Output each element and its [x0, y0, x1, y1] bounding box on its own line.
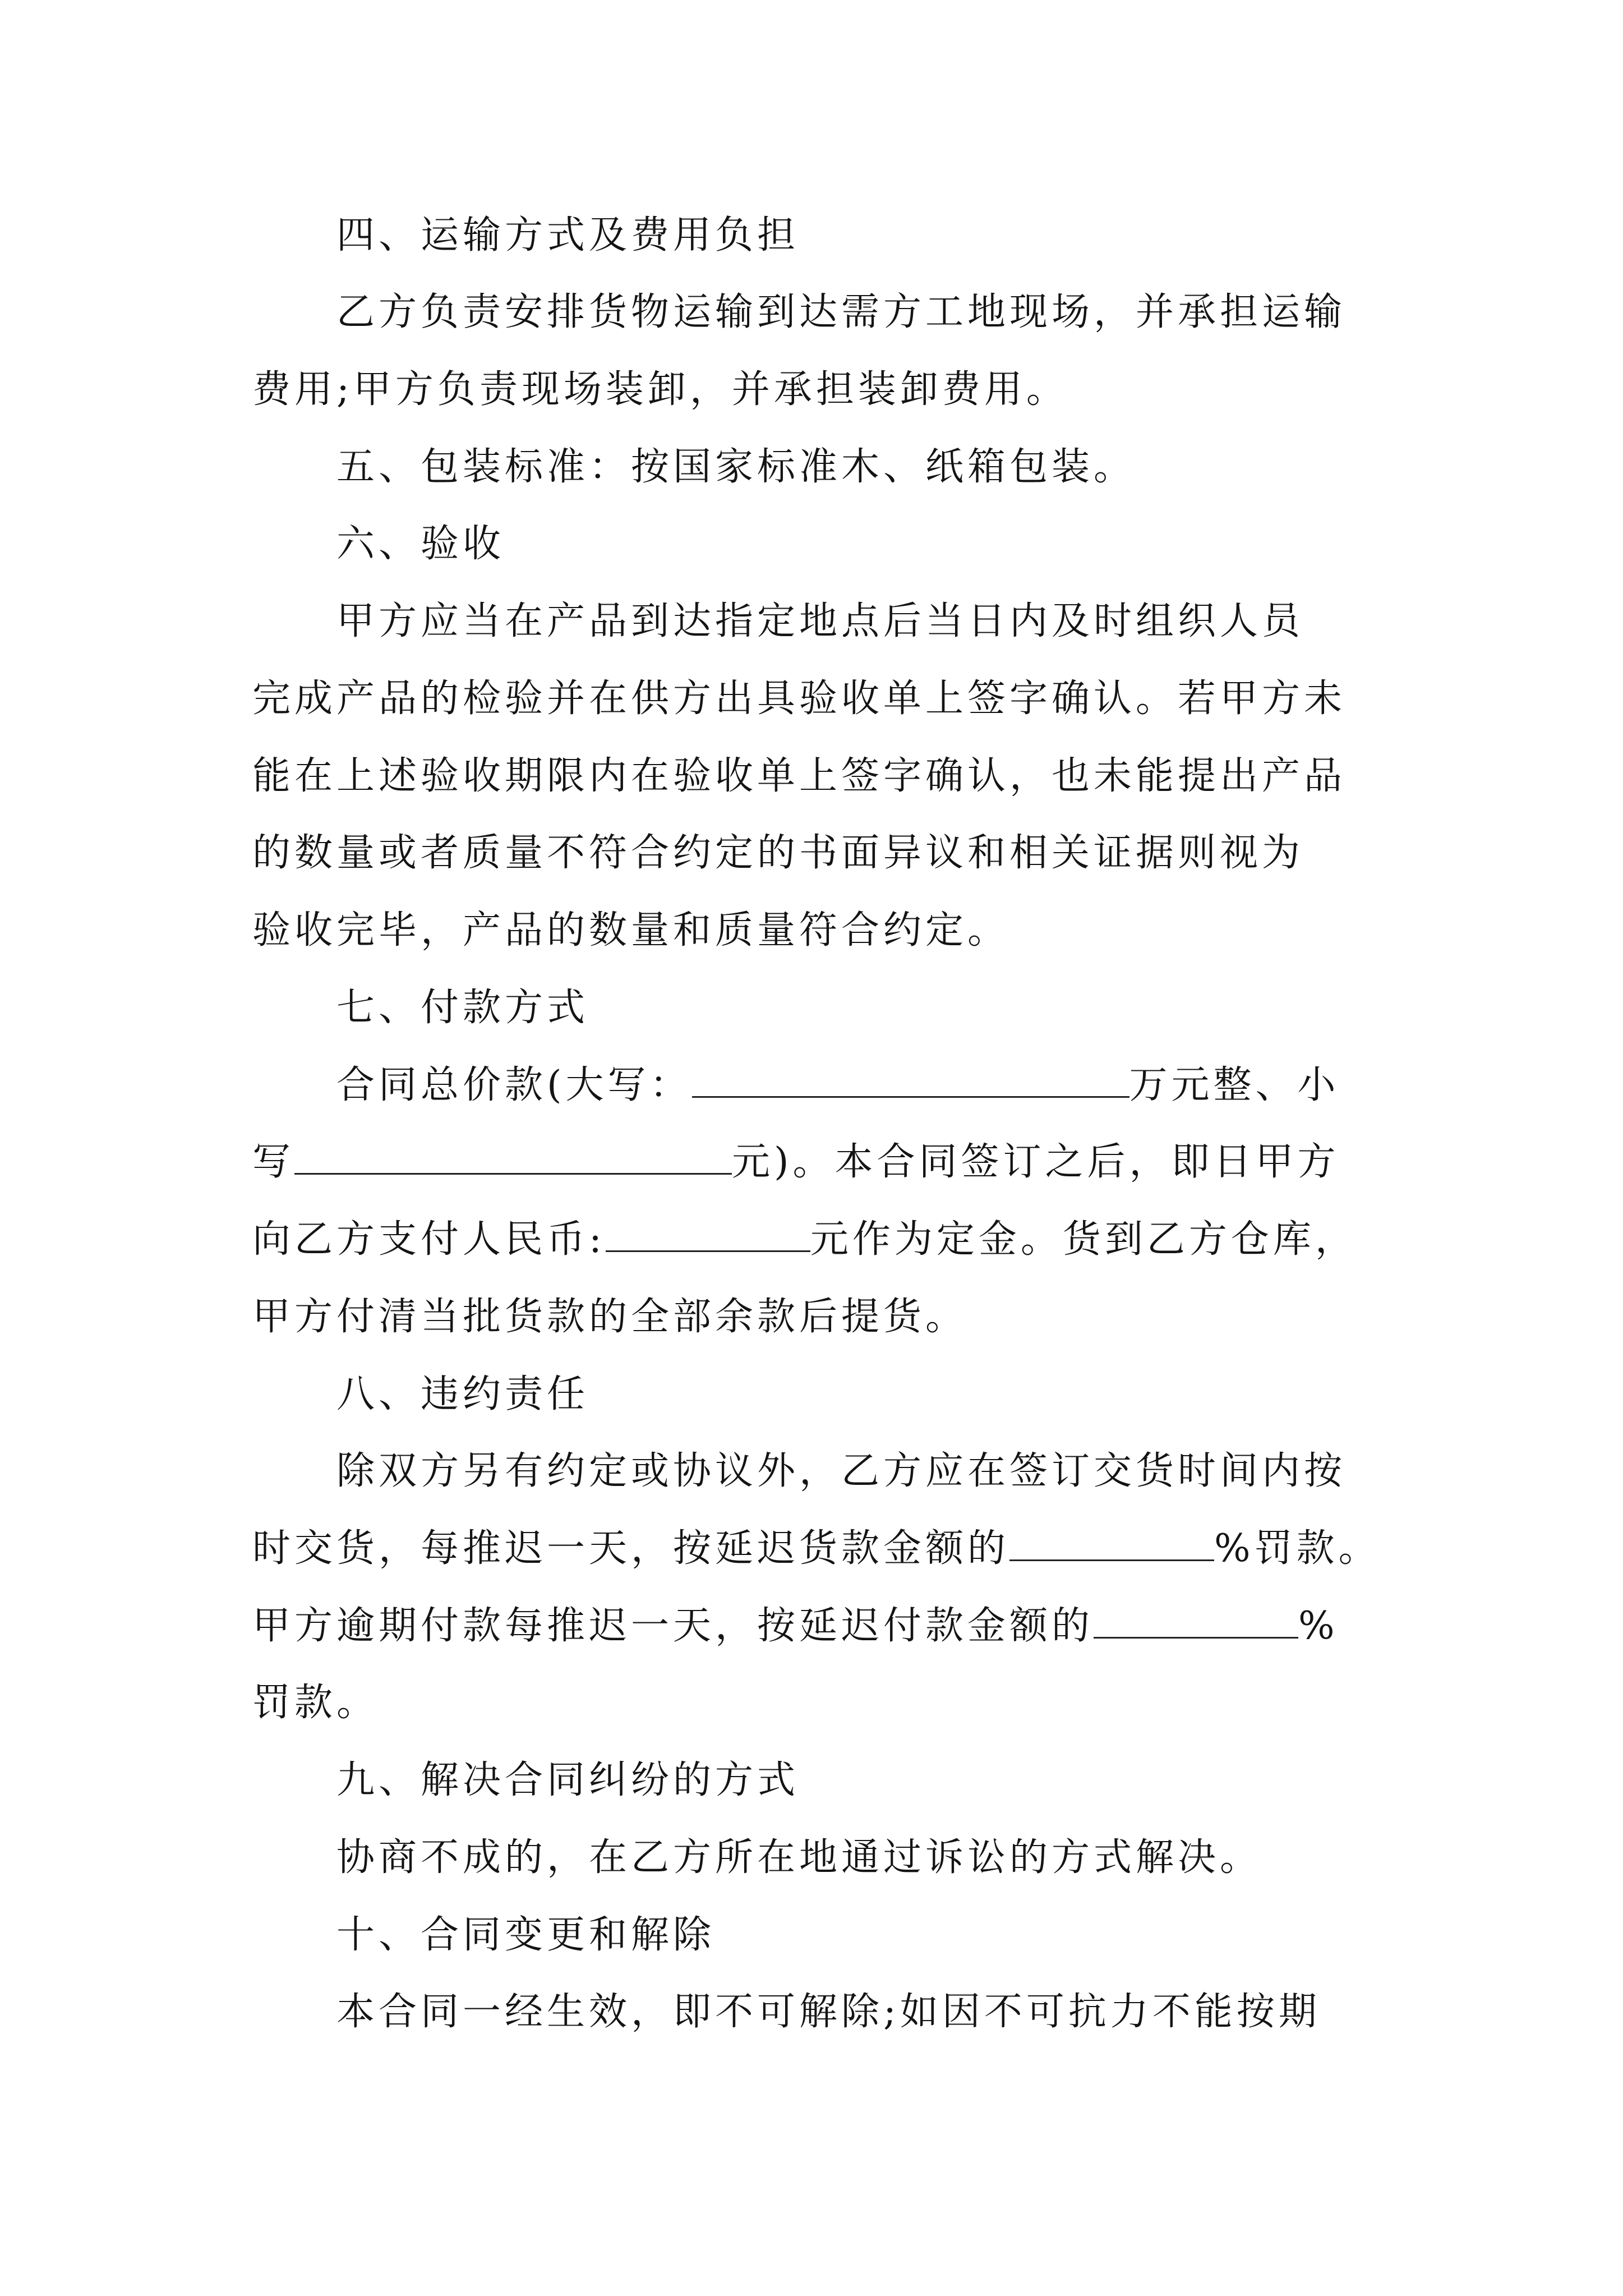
paragraph-line: 费用;甲方负责现场装卸，并承担装卸费用。 [252, 367, 1068, 412]
paragraph-line: 除双方另有约定或协议外，乙方应在签订交货时间内按 [336, 1449, 1347, 1493]
paragraph-line [252, 1214, 1380, 1265]
late-payment-penalty-blank [1094, 1603, 1298, 1639]
text-segment: 向乙方支付人民币: [252, 1217, 606, 1262]
paragraph-line: 能在上述验收期限内在验收单上签字确认，也未能提出产品 [252, 754, 1347, 798]
paragraph-line: 甲方付清当批货款的全部余款后提货。 [252, 1295, 968, 1339]
paragraph-line [336, 1060, 1380, 1111]
section-5-heading: 五、包装标准：按国家标准木、纸箱包装。 [336, 445, 1136, 489]
text-segment: 万元整、小 [1129, 1063, 1340, 1107]
text-segment: 元作为定金。货到乙方仓库， [810, 1217, 1357, 1262]
text-segment: 元)。本合同签订之后，即日甲方 [732, 1140, 1340, 1184]
total-price-uppercase-blank [692, 1062, 1129, 1098]
paragraph-line: 验收完毕，产品的数量和质量符合约定。 [252, 908, 1010, 953]
text-segment: % [1298, 1604, 1339, 1648]
section-6-heading: 六、验收 [336, 522, 505, 566]
paragraph-line: 罚款。 [252, 1681, 379, 1725]
paragraph-line: 完成产品的检验并在供方出具验收单上签字确认。若甲方未 [252, 677, 1347, 721]
text-segment: 合同总价款(大写： [336, 1063, 692, 1107]
paragraph-line: 乙方负责安排货物运输到达需方工地现场，并承担运输 [336, 290, 1347, 334]
section-9-heading: 九、解决合同纠纷的方式 [336, 1758, 800, 1802]
section-10-heading: 十、合同变更和解除 [336, 1913, 716, 1957]
paragraph-line: 的数量或者质量不符合约定的书面异议和相关证据则视为 [252, 831, 1304, 875]
paragraph-line [252, 1137, 1380, 1188]
paragraph-line [252, 1601, 1380, 1651]
section-4-heading: 四、运输方式及费用负担 [336, 213, 800, 257]
section-8-heading: 八、违约责任 [336, 1372, 589, 1416]
text-segment: 甲方逾期付款每推迟一天，按延迟付款金额的 [252, 1604, 1094, 1648]
paragraph-line: 甲方应当在产品到达指定地点后当日内及时组织人员 [336, 599, 1304, 643]
text-segment: 写 [252, 1140, 295, 1184]
paragraph-line: 本合同一经生效，即不可解除;如因不可抗力不能按期 [336, 1990, 1321, 2034]
text-segment: 时交货，每推迟一天，按延迟货款金额的 [252, 1526, 1010, 1571]
paragraph-line: 协商不成的，在乙方所在地通过诉讼的方式解决。 [336, 1835, 1262, 1880]
total-price-lowercase-blank [294, 1139, 732, 1175]
text-segment: %罚款。 [1214, 1526, 1381, 1571]
deposit-amount-blank [606, 1217, 810, 1252]
late-delivery-penalty-blank [1009, 1526, 1214, 1561]
paragraph-line [252, 1524, 1380, 1574]
section-7-heading: 七、付款方式 [336, 986, 589, 1030]
